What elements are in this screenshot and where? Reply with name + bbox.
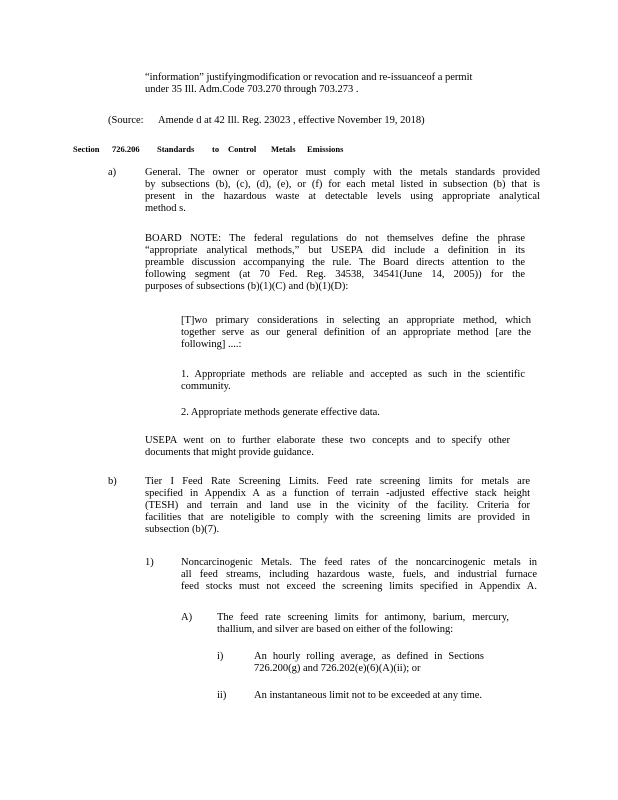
text-line: documents that might provide guidance. xyxy=(145,447,314,458)
text-line: USEPA went on to further elaborate these two concepts and to specify other xyxy=(145,435,510,446)
intro-line: “information” justifyingmodification or revocation and re-issuanceof a permit xyxy=(145,72,473,83)
intro-paragraph xyxy=(145,72,513,96)
subsection-a-general xyxy=(145,167,540,203)
text-line: specified in Appendix A as a function of terrain -adjusted effective stack height xyxy=(145,488,530,499)
text-line: Noncarcinogenic Metals. The feed rates of the noncarcinogenic metals in xyxy=(181,557,537,568)
source-note-text: Amende d at 42 Ill. Reg. 23023 , effective November 19, 2018) xyxy=(158,115,425,126)
subsection-b-marker: b) xyxy=(108,476,117,487)
text-line: Tier I Feed Rate Screening Limits. Feed rate screening limits for metals are xyxy=(145,476,530,487)
section-title-word: Metals xyxy=(271,144,296,154)
section-title-word: Emissions xyxy=(307,144,344,154)
text-line: facilities that are noteligible to comply with the screening limits are provided in xyxy=(145,512,530,523)
text-line: present in the hazardous waste at detectable levels using appropriate analytical xyxy=(145,191,540,202)
text-line: “appropriate analytical methods,” but USEPA did include a definition in its xyxy=(145,245,525,256)
text-line: following segment (at 70 Fed. Reg. 34538, 34541(June 14, 2005)) for the xyxy=(145,269,525,280)
usepa-paragraph xyxy=(145,435,510,447)
quote-item-2: 2. Appropriate methods generate effective data. xyxy=(181,407,380,418)
item-a-text xyxy=(217,612,509,624)
item-i-text xyxy=(254,651,484,663)
text-line: method s. xyxy=(145,203,186,214)
item-ii-text: An instantaneous limit not to be exceeded at any time. xyxy=(254,690,483,701)
intro-line: under 35 Ill. Adm.Code 703.270 through 703.273 . xyxy=(145,84,359,95)
text-line: The feed rate screening limits for antimony, barium, mercury, xyxy=(217,612,509,623)
text-line: community. xyxy=(181,381,231,392)
section-title-word: to xyxy=(212,144,220,154)
text-line: thallium, and silver are based on either of the following: xyxy=(217,624,454,635)
text-line: 1. Appropriate methods are reliable and accepted as such in the scientific xyxy=(181,369,525,380)
text-line: (TESH) and terrain and land use in the vicinity of the facility. Criteria for xyxy=(145,500,530,511)
subsection-b-text xyxy=(145,476,530,524)
para-1-marker: 1) xyxy=(145,557,154,568)
text-line: BOARD NOTE: The federal regulations do not themselves define the phrase xyxy=(145,233,525,244)
section-title-word: Control xyxy=(228,144,257,154)
item-a-marker: A) xyxy=(181,612,193,623)
board-note xyxy=(145,233,525,281)
text-line: [T]wo primary considerations in selecting an appropriate method, which xyxy=(181,315,531,326)
text-line: General. The owner or operator must comply with the metals standards provided xyxy=(145,167,540,178)
text-line: together serve as our general definition of an appropriate method [are the xyxy=(181,327,531,338)
item-ii-marker: ii) xyxy=(217,690,227,701)
text-line: following] ....: xyxy=(181,339,242,350)
text-line: preamble discussion accompanying the rule. The Board directs attention to the xyxy=(145,257,525,268)
text-line: An hourly rolling average, as defined in Sections xyxy=(254,651,484,662)
text-line: all feed streams, including hazardous waste, fuels, and industrial furnace xyxy=(181,569,537,580)
text-line: by subsections (b), (c), (d), (e), or (f) for each metal listed in subsection (b) that is xyxy=(145,179,540,190)
item-i-marker: i) xyxy=(217,651,224,662)
subsection-a-marker: a) xyxy=(108,167,117,178)
section-label: Section xyxy=(73,144,100,154)
section-title-word: Standards xyxy=(157,144,195,154)
section-number: 726.206 xyxy=(112,144,140,154)
text-line: feed stocks must not exceed the screening limits specified in Appendix A. xyxy=(181,581,537,592)
text-line: purposes of subsections (b)(1)(C) and (b)(1)(D): xyxy=(145,281,349,292)
text-line: 726.200(g) and 726.202(e)(6)(A)(ii); or xyxy=(254,663,421,674)
quote-block xyxy=(181,315,531,339)
quote-item-1 xyxy=(181,369,525,381)
para-1-text xyxy=(181,557,537,593)
source-note-label: (Source: xyxy=(108,115,144,126)
text-line: subsection (b)(7). xyxy=(145,524,220,535)
